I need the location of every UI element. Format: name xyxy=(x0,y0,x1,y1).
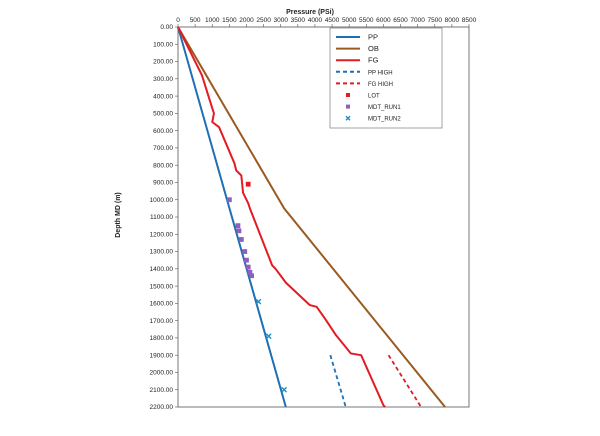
series-line-fg-high xyxy=(389,355,422,407)
y-tick-label: 2000.00 xyxy=(149,369,173,377)
y-tick-label: 600.00 xyxy=(153,127,173,135)
x-tick-label: 7500 xyxy=(427,17,442,24)
legend-label: PP xyxy=(368,32,379,42)
y-tick-label: 0.00 xyxy=(160,24,173,32)
y-tick-label: 1300.00 xyxy=(149,248,173,256)
y-tick-label: 300.00 xyxy=(153,76,173,84)
data-point-mdt-run1 xyxy=(227,197,232,202)
y-axis-label: Depth MD (m) xyxy=(115,192,122,238)
x-tick-label: 8500 xyxy=(461,17,477,24)
data-point-mdt-run1 xyxy=(239,237,244,242)
y-tick-label: 1700.00 xyxy=(149,317,173,325)
x-tick-label: 4000 xyxy=(307,17,323,24)
legend-box xyxy=(330,28,442,128)
legend-label: MDT_RUN2 xyxy=(368,116,401,123)
y-tick-label: 100.00 xyxy=(153,41,173,49)
y-tick-label: 1900.00 xyxy=(149,352,173,360)
y-tick-label: 1600.00 xyxy=(149,300,173,308)
y-tick-label: 2200.00 xyxy=(149,404,173,412)
data-point-mdt-run1 xyxy=(249,273,254,278)
data-point-mdt-run1 xyxy=(246,265,251,270)
series-mdt-run2 xyxy=(256,299,286,392)
y-tick-label: 700.00 xyxy=(153,145,173,153)
x-tick-label: 500 xyxy=(189,17,201,24)
data-point-mdt-run1 xyxy=(237,228,242,233)
x-tick-label: 3000 xyxy=(273,17,288,24)
data-point-mdt-run1 xyxy=(244,258,249,263)
series-pp xyxy=(178,27,286,407)
x-tick-label: 2500 xyxy=(256,17,271,24)
data-point-mdt-run2 xyxy=(282,387,287,392)
legend-label: LOT xyxy=(368,93,380,100)
legend-label: MDT_RUN1 xyxy=(368,105,401,112)
y-tick-label: 1200.00 xyxy=(149,231,173,239)
legend-swatch xyxy=(346,93,350,97)
y-tick-label: 400.00 xyxy=(153,93,173,101)
y-tick-label: 1800.00 xyxy=(149,335,173,343)
y-axis xyxy=(150,24,179,411)
x-tick-label: 8000 xyxy=(444,17,460,24)
x-tick-label: 6500 xyxy=(393,17,408,24)
y-tick-label: 1500.00 xyxy=(149,283,173,291)
x-tick-label: 6000 xyxy=(376,17,391,24)
y-tick-label: 200.00 xyxy=(153,58,173,66)
x-tick-label: 2000 xyxy=(239,17,254,24)
x-axis-label: Pressure (PSi) xyxy=(286,9,334,16)
legend-label: PP HIGH xyxy=(368,70,393,77)
x-tick-label: 0 xyxy=(176,17,180,24)
legend-label: FG HIGH xyxy=(368,81,393,88)
legend-label: FG xyxy=(368,55,379,65)
series-pp-high xyxy=(330,355,345,407)
x-tick-label: 1500 xyxy=(222,17,237,24)
x-tick-label: 5500 xyxy=(359,17,374,24)
data-point-lot xyxy=(246,182,251,187)
series-fg-high xyxy=(389,355,422,407)
x-axis xyxy=(176,17,476,27)
x-tick-label: 7000 xyxy=(410,17,425,24)
y-tick-label: 900.00 xyxy=(153,179,173,187)
series-line-pp-high xyxy=(330,355,345,407)
series-lot xyxy=(246,182,251,187)
legend-swatch xyxy=(346,105,350,109)
y-tick-label: 500.00 xyxy=(153,110,173,118)
series-line-pp xyxy=(178,27,286,407)
x-tick-label: 1000 xyxy=(205,17,220,24)
x-tick-label: 3500 xyxy=(290,17,306,24)
y-tick-label: 800.00 xyxy=(153,162,173,170)
y-tick-label: 2100.00 xyxy=(149,386,173,394)
y-tick-label: 1400.00 xyxy=(149,266,173,274)
legend xyxy=(330,28,442,128)
data-point-mdt-run1 xyxy=(236,223,241,228)
data-point-mdt-run1 xyxy=(242,249,247,254)
y-tick-label: 1100.00 xyxy=(149,214,173,222)
x-tick-label: 4500 xyxy=(324,17,340,24)
legend-label: OB xyxy=(368,44,379,54)
x-tick-label: 5000 xyxy=(341,17,357,24)
y-tick-label: 1000.00 xyxy=(149,196,173,204)
data-point-mdt-run2 xyxy=(266,334,271,339)
